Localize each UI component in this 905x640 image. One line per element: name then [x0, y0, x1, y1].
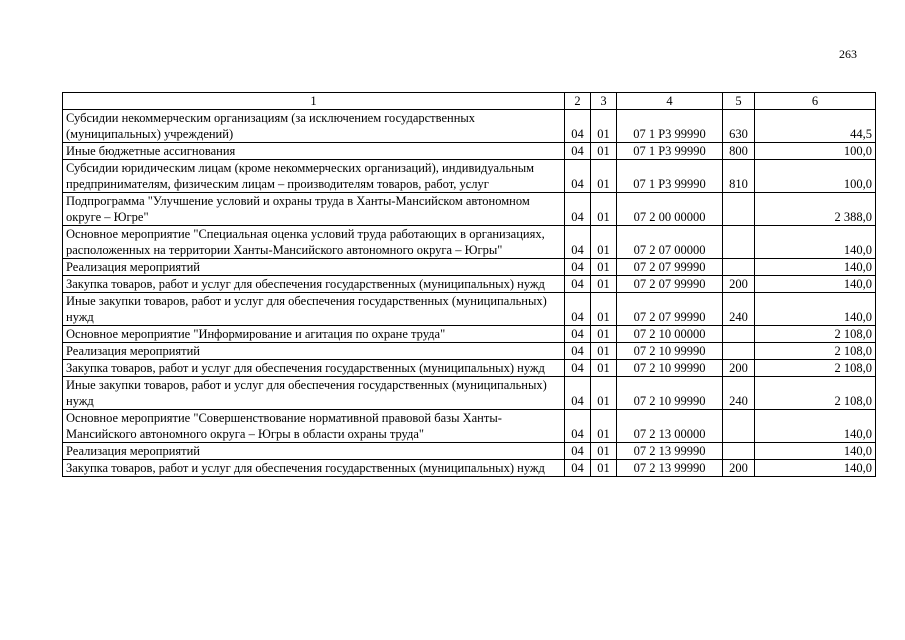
section-cell: 04 [565, 360, 591, 377]
table-row [63, 259, 876, 276]
subsection-cell: 01 [591, 259, 617, 276]
section-cell: 04 [565, 110, 591, 143]
section-cell: 04 [565, 443, 591, 460]
row-name-cell: Субсидии некоммерческим организациям (за исключением государственных (муниципальных) учреждений) [63, 110, 565, 143]
column-header: 6 [755, 93, 876, 110]
column-header: 3 [591, 93, 617, 110]
row-name-cell: Иные закупки товаров, работ и услуг для обеспечения государственных (муниципальных) нужд [63, 377, 565, 410]
section-cell: 04 [565, 293, 591, 326]
expense-type-cell: 810 [723, 160, 755, 193]
table-row [63, 193, 876, 226]
subsection-cell: 01 [591, 410, 617, 443]
table-row [63, 443, 876, 460]
row-name-cell: Основное мероприятие "Информирование и агитация по охране труда" [63, 326, 565, 343]
table-row [63, 143, 876, 160]
table-row [63, 293, 876, 326]
table-row [63, 343, 876, 360]
expense-type-cell: 200 [723, 460, 755, 477]
target-article-cell: 07 2 07 99990 [617, 259, 723, 276]
table-row [63, 410, 876, 443]
amount-cell: 44,5 [755, 110, 876, 143]
expense-type-cell [723, 343, 755, 360]
row-name-cell: Подпрограмма "Улучшение условий и охраны труда в Ханты-Мансийском автономном округе – Югре" [63, 193, 565, 226]
amount-cell: 2 108,0 [755, 360, 876, 377]
target-article-cell: 07 2 07 99990 [617, 276, 723, 293]
amount-cell: 140,0 [755, 226, 876, 259]
amount-cell: 100,0 [755, 160, 876, 193]
subsection-cell: 01 [591, 276, 617, 293]
column-header: 1 [63, 93, 565, 110]
row-name-cell: Реализация мероприятий [63, 343, 565, 360]
section-cell: 04 [565, 326, 591, 343]
section-cell: 04 [565, 377, 591, 410]
expense-type-cell: 240 [723, 377, 755, 410]
expense-type-cell [723, 259, 755, 276]
row-name-cell: Иные закупки товаров, работ и услуг для обеспечения государственных (муниципальных) нужд [63, 293, 565, 326]
subsection-cell: 01 [591, 443, 617, 460]
table-body [63, 110, 876, 477]
target-article-cell: 07 2 13 99990 [617, 443, 723, 460]
budget-table [62, 92, 876, 477]
amount-cell: 140,0 [755, 259, 876, 276]
target-article-cell: 07 2 10 99990 [617, 343, 723, 360]
subsection-cell: 01 [591, 360, 617, 377]
row-name-cell: Реализация мероприятий [63, 259, 565, 276]
column-header: 2 [565, 93, 591, 110]
target-article-cell: 07 2 13 00000 [617, 410, 723, 443]
target-article-cell: 07 2 07 99990 [617, 293, 723, 326]
target-article-cell: 07 1 P3 99990 [617, 143, 723, 160]
expense-type-cell [723, 443, 755, 460]
subsection-cell: 01 [591, 143, 617, 160]
amount-cell: 100,0 [755, 143, 876, 160]
row-name-cell: Закупка товаров, работ и услуг для обеспечения государственных (муниципальных) нужд [63, 360, 565, 377]
subsection-cell: 01 [591, 326, 617, 343]
expense-type-cell [723, 326, 755, 343]
subsection-cell: 01 [591, 226, 617, 259]
subsection-cell: 01 [591, 343, 617, 360]
target-article-cell: 07 1 P3 99990 [617, 110, 723, 143]
amount-cell: 140,0 [755, 410, 876, 443]
amount-cell: 140,0 [755, 443, 876, 460]
target-article-cell: 07 1 P3 99990 [617, 160, 723, 193]
table-row [63, 160, 876, 193]
row-name-cell: Закупка товаров, работ и услуг для обеспечения государственных (муниципальных) нужд [63, 460, 565, 477]
table-row [63, 460, 876, 477]
table-row [63, 360, 876, 377]
row-name-cell: Закупка товаров, работ и услуг для обеспечения государственных (муниципальных) нужд [63, 276, 565, 293]
target-article-cell: 07 2 10 99990 [617, 360, 723, 377]
section-cell: 04 [565, 259, 591, 276]
section-cell: 04 [565, 276, 591, 293]
row-name-cell: Основное мероприятие "Специальная оценка условий труда работающих в организациях, расположенных на территории Ханты-Мансийского автономного округа – Югры" [63, 226, 565, 259]
table-row [63, 377, 876, 410]
subsection-cell: 01 [591, 110, 617, 143]
amount-cell: 140,0 [755, 293, 876, 326]
target-article-cell: 07 2 13 99990 [617, 460, 723, 477]
section-cell: 04 [565, 143, 591, 160]
table-row [63, 276, 876, 293]
table-row [63, 326, 876, 343]
table-header-row [63, 93, 876, 110]
expense-type-cell [723, 193, 755, 226]
amount-cell: 2 108,0 [755, 343, 876, 360]
amount-cell: 140,0 [755, 276, 876, 293]
section-cell: 04 [565, 343, 591, 360]
subsection-cell: 01 [591, 377, 617, 410]
target-article-cell: 07 2 00 00000 [617, 193, 723, 226]
subsection-cell: 01 [591, 293, 617, 326]
amount-cell: 2 108,0 [755, 326, 876, 343]
subsection-cell: 01 [591, 160, 617, 193]
table-row [63, 110, 876, 143]
section-cell: 04 [565, 410, 591, 443]
table-row [63, 226, 876, 259]
amount-cell: 2 388,0 [755, 193, 876, 226]
section-cell: 04 [565, 460, 591, 477]
target-article-cell: 07 2 10 99990 [617, 377, 723, 410]
section-cell: 04 [565, 160, 591, 193]
page-number: 263 [839, 47, 857, 61]
row-name-cell: Реализация мероприятий [63, 443, 565, 460]
column-header: 5 [723, 93, 755, 110]
expense-type-cell: 240 [723, 293, 755, 326]
expense-type-cell: 200 [723, 360, 755, 377]
amount-cell: 140,0 [755, 460, 876, 477]
row-name-cell: Субсидии юридическим лицам (кроме некоммерческих организаций), индивидуальным предпринимателям, физическим лицам – производителям товаров, работ, услуг [63, 160, 565, 193]
row-name-cell: Основное мероприятие "Совершенствование нормативной правовой базы Ханты-Мансийского автономного округа – Югры в области охраны труда" [63, 410, 565, 443]
expense-type-cell [723, 226, 755, 259]
row-name-cell: Иные бюджетные ассигнования [63, 143, 565, 160]
section-cell: 04 [565, 226, 591, 259]
amount-cell: 2 108,0 [755, 377, 876, 410]
target-article-cell: 07 2 10 00000 [617, 326, 723, 343]
subsection-cell: 01 [591, 460, 617, 477]
expense-type-cell: 630 [723, 110, 755, 143]
expense-type-cell: 200 [723, 276, 755, 293]
expense-type-cell [723, 410, 755, 443]
expense-type-cell: 800 [723, 143, 755, 160]
subsection-cell: 01 [591, 193, 617, 226]
target-article-cell: 07 2 07 00000 [617, 226, 723, 259]
section-cell: 04 [565, 193, 591, 226]
column-header: 4 [617, 93, 723, 110]
